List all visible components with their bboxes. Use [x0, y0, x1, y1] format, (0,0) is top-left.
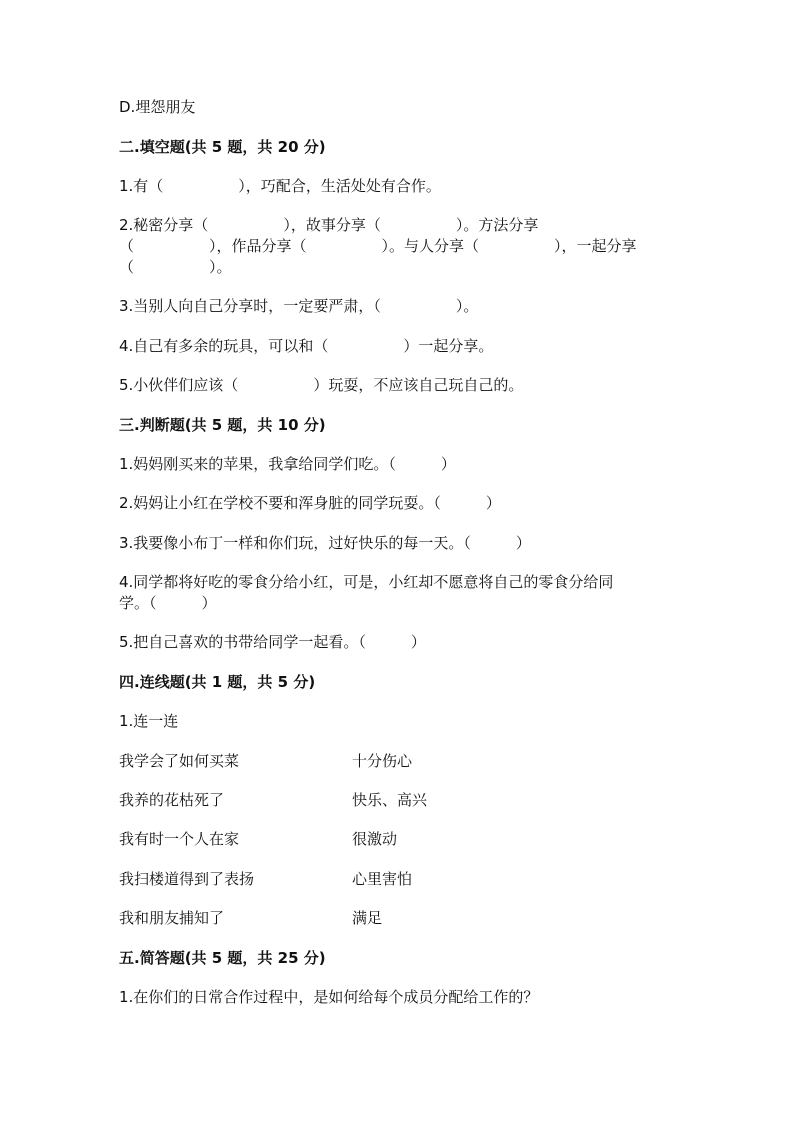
match-left-item: 我和朋友捕知了 — [119, 909, 225, 927]
fill-question-5: 5.小伙伴们应该（ ）玩耍，不应该自己玩自己的。 — [119, 376, 524, 394]
judge-question-5: 5.把自己喜欢的书带给同学一起看。（ ） — [119, 633, 426, 651]
match-right-item: 心里害怕 — [352, 870, 413, 888]
short-answer-question-1: 1.在你们的日常合作过程中，是如何给每个成员分配给工作的？ — [119, 988, 539, 1006]
match-right-item: 满足 — [352, 909, 383, 927]
section-4-heading: 四.连线题(共 1 题，共 5 分) — [119, 673, 316, 691]
fill-question-2-line-3: （ ）。 — [119, 258, 232, 276]
fill-question-4: 4.自己有多余的玩具，可以和（ ）一起分享。 — [119, 337, 494, 355]
judge-question-3: 3.我要像小布丁一样和你们玩，过好快乐的每一天。（ ） — [119, 534, 531, 552]
fill-question-2-line-1: 2.秘密分享（ ），故事分享（ ）。方法分享 — [119, 216, 539, 234]
fill-question-1: 1.有（ ），巧配合，生活处处有合作。 — [119, 177, 441, 195]
judge-question-4-line-2: 学。（ ） — [119, 594, 217, 612]
section-3-heading: 三.判断题(共 5 题，共 10 分) — [119, 416, 326, 434]
match-question-1: 1.连一连 — [119, 712, 179, 730]
section-2-heading: 二.填空题(共 5 题，共 20 分) — [119, 138, 326, 156]
match-left-item: 我有时一个人在家 — [119, 830, 240, 848]
match-right-item: 很激动 — [352, 830, 398, 848]
match-left-item: 我学会了如何买菜 — [119, 752, 240, 770]
fill-question-2-line-2: （ ），作品分享（ ）。与人分享（ ），一起分享 — [119, 237, 637, 255]
fill-question-3: 3.当别人向自己分享时，一定要严肃，（ ）。 — [119, 297, 479, 315]
section-5-heading: 五.简答题(共 5 题，共 25 分) — [119, 949, 326, 967]
judge-question-4-line-1: 4.同学都将好吃的零食分给小红，可是，小红却不愿意将自己的零食分给同 — [119, 573, 614, 591]
match-right-item: 快乐、高兴 — [352, 791, 428, 809]
match-right-item: 十分伤心 — [352, 752, 413, 770]
option-d: D.埋怨朋友 — [119, 98, 196, 116]
judge-question-1: 1.妈妈刚买来的苹果，我拿给同学们吃。（ ） — [119, 455, 456, 473]
match-left-item: 我扫楼道得到了表扬 — [119, 870, 255, 888]
match-left-item: 我养的花枯死了 — [119, 791, 225, 809]
judge-question-2: 2.妈妈让小红在学校不要和浑身脏的同学玩耍。（ ） — [119, 494, 501, 512]
